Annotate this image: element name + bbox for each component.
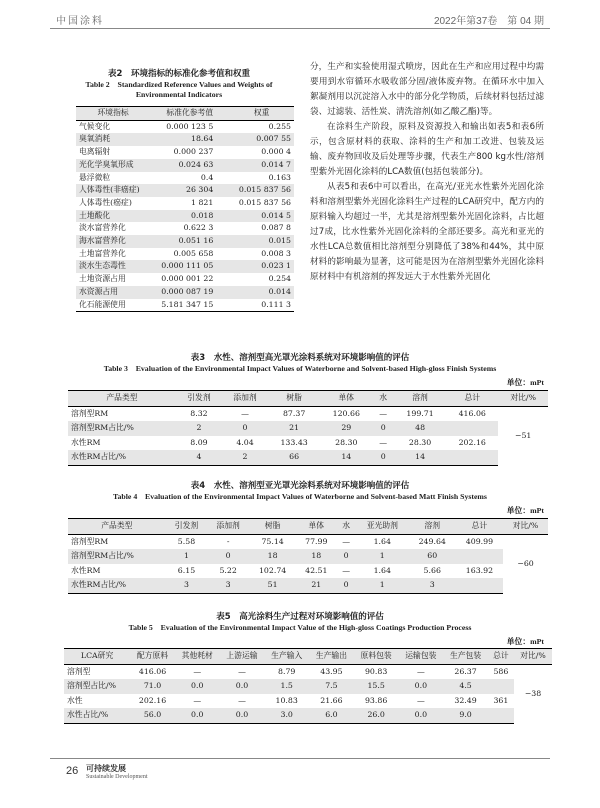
table3 <box>68 390 548 466</box>
table2-cell: 人体毒性(非癌症) <box>76 184 150 197</box>
table2-cell: 5.181 347 15 <box>150 299 229 312</box>
table2-cell: 0.000 111 05 <box>150 260 229 273</box>
table3-cell: 4 <box>176 450 222 465</box>
table5-cell: 0.0 <box>175 679 220 694</box>
table2-row <box>76 273 294 286</box>
table2-row <box>76 133 294 146</box>
table5-cell: — <box>238 666 246 676</box>
table5-row <box>64 679 552 694</box>
table5-cell: 0.0 <box>175 708 220 723</box>
table4-cell: 102.74 <box>258 565 287 575</box>
table4-ratio-cell: −60 <box>503 534 548 593</box>
table2-cell: 化石能源使用 <box>76 299 150 312</box>
table5-cell: 水性占比/% <box>64 708 130 723</box>
table2-cell: 淡水生态毒性 <box>76 260 150 273</box>
table4-cell: 75.14 <box>261 536 284 546</box>
table5-cell: 6.0 <box>309 708 354 723</box>
table5-cell: 71.0 <box>130 679 175 694</box>
table2-cell: 海水富营养化 <box>76 235 150 248</box>
table5-cell: 9.0 <box>443 708 488 723</box>
table5-cell: 10.83 <box>275 695 298 705</box>
table4-cell: 77.99 <box>305 536 328 546</box>
table4-header-cell: 树脂 <box>249 519 296 535</box>
table3-cell: 21 <box>268 421 320 436</box>
table5-cell: 586 <box>493 666 509 676</box>
table5-header-cell: 生产输入 <box>264 649 309 665</box>
table4-cell: 5.22 <box>219 565 237 575</box>
table5-cell: 32.49 <box>454 695 477 705</box>
table2-caption-zh: 表2 环境指标的标准化参考值和权重 <box>108 69 250 79</box>
table2-cell: 0.4 <box>200 172 214 182</box>
table4-cell: 18 <box>249 549 296 564</box>
table4-cell: 5.66 <box>423 565 441 575</box>
table5-cell: 8.79 <box>278 666 296 676</box>
table5-cell: 溶剂型 <box>67 666 91 676</box>
table5-cell <box>488 708 514 723</box>
table4-cell: 3 <box>166 578 208 593</box>
table3-cell: 28.30 <box>408 437 432 447</box>
table5-cell: 0.0 <box>398 679 443 694</box>
table2-row <box>76 260 294 273</box>
table2-cell: 0.255 <box>268 121 291 131</box>
table5-header-cell: 运输包装 <box>398 649 443 665</box>
table2-row <box>76 248 294 261</box>
table2-cell: 气候变化 <box>79 121 111 131</box>
table4-header-cell: 水 <box>336 519 356 535</box>
table2-cell: 0.014 <box>229 286 294 299</box>
table3-cell: — <box>241 408 249 418</box>
table5-header-cell: 配方原料 <box>130 649 175 665</box>
table2 <box>76 106 294 312</box>
table4-row <box>68 578 548 593</box>
table5-header-cell: 生产包装 <box>443 649 488 665</box>
table4-cell: 0 <box>336 578 356 593</box>
table2-cell: 光化学臭氧形成 <box>76 159 150 172</box>
table4-cell: 0 <box>207 549 249 564</box>
table4-cell: 溶剂型RM占比/% <box>68 549 166 564</box>
table5-header-cell: 生产输出 <box>309 649 354 665</box>
table4-header-cell: 总计 <box>456 519 503 535</box>
table2-caption-en-line2: Environmental Indicators <box>135 90 223 99</box>
table4-caption <box>50 480 550 502</box>
body-text <box>310 60 544 285</box>
table3-cell: 水性RM占比/% <box>68 450 176 465</box>
table2-row <box>76 159 294 172</box>
table4-header-cell: 添加剂 <box>207 519 249 535</box>
table2-cell: 0.000 001 22 <box>161 274 214 284</box>
table3-row <box>68 406 548 421</box>
table5-row <box>64 708 552 723</box>
table2-row <box>76 146 294 159</box>
page-header <box>50 12 550 29</box>
table3-cell: — <box>379 437 388 447</box>
table2-cell: 人体毒性(癌症) <box>79 197 132 207</box>
table2-header-cell: 权重 <box>229 107 294 121</box>
table5-cell: — <box>193 666 202 676</box>
table3-cell: 8.09 <box>190 437 208 447</box>
table4-header-cell: 对比/% <box>503 519 548 535</box>
table2-cell: 0.254 <box>268 274 291 284</box>
table4-row <box>68 549 548 564</box>
table5-row <box>64 664 552 679</box>
table4-cell: 溶剂型RM <box>71 536 109 546</box>
table4-cell: 6.15 <box>177 565 196 575</box>
table5-cell: 15.5 <box>354 679 399 694</box>
table3-cell: — <box>379 408 388 418</box>
table5-cell: 21.66 <box>320 695 343 705</box>
table4-cell: 1 <box>166 549 208 564</box>
table4-cell: - <box>226 536 230 546</box>
table2-row <box>76 184 294 197</box>
table4-cell: 163.92 <box>465 565 494 575</box>
issue-info: 2022年第37卷 第 04 期 <box>433 16 544 27</box>
table4-unit: 单位：mPt <box>506 506 544 515</box>
table3-cell: 120.66 <box>332 408 360 418</box>
table2-cell: 土地酸化 <box>76 210 150 223</box>
table2-cell: 0.024 63 <box>150 159 229 172</box>
table2-cell: 0.023 1 <box>229 260 294 273</box>
table3-header-cell: 引发剂 <box>176 391 222 407</box>
table5-caption <box>50 611 550 633</box>
table4-cell: 1 <box>356 578 409 593</box>
table4-header-cell: 亚光助剂 <box>356 519 409 535</box>
table4-header-cell: 单体 <box>296 519 336 535</box>
table3-cell: 0 <box>372 421 394 436</box>
table3-header-cell: 溶剂 <box>394 391 446 407</box>
table3-row <box>68 436 548 451</box>
journal-name: 中国涂料 <box>56 16 104 27</box>
table3-cell: 0 <box>372 450 394 465</box>
table4 <box>68 518 548 594</box>
table3-cell: 溶剂型RM占比/% <box>68 421 176 436</box>
table3-ratio-cell: −51 <box>498 406 548 465</box>
table2-row <box>76 222 294 235</box>
table4-cell: 0 <box>336 549 356 564</box>
table5-cell: 溶剂型占比/% <box>64 679 130 694</box>
table5-cell: 26.37 <box>454 666 477 676</box>
table2-row <box>76 197 294 210</box>
table3-cell: 66 <box>268 450 320 465</box>
table3-cell: 202.16 <box>458 437 486 447</box>
table2-caption <box>64 68 294 100</box>
table2-cell: 0.008 3 <box>261 248 291 258</box>
table5-ratio-cell: −38 <box>514 664 552 723</box>
table4-cell: 1.64 <box>373 565 391 575</box>
table2-row <box>76 172 294 185</box>
table2-cell: 0.007 55 <box>229 133 294 146</box>
table2-cell: 淡水富营养化 <box>79 223 126 233</box>
table3-cell: 2 <box>176 421 222 436</box>
table2-cell: 0.014 5 <box>229 210 294 223</box>
table2-row <box>76 120 294 133</box>
table3-cell: 133.43 <box>280 437 308 447</box>
table4-cell: 21 <box>296 578 336 593</box>
table3-cell: 29 <box>320 421 372 436</box>
table4-cell: 51 <box>249 578 296 593</box>
table5-cell: 0.0 <box>398 708 443 723</box>
table5-header-cell: LCA研究 <box>64 649 130 665</box>
table2-cell: 0.111 3 <box>229 299 294 312</box>
table5-cell: 0.0 <box>220 679 265 694</box>
table3-cell: 14 <box>394 450 446 465</box>
section-name: 可持续发展 <box>86 764 126 773</box>
table4-header-cell: 引发剂 <box>166 519 208 535</box>
table2-row <box>76 286 294 299</box>
table2-row <box>76 299 294 312</box>
table3-header-cell: 水 <box>372 391 394 407</box>
table4-cell: — <box>342 536 351 546</box>
table3-unit: 单位：mPt <box>506 378 544 387</box>
table2-caption-en-line1: Table 2 Standardized Reference Values and Weights of <box>85 80 273 89</box>
table4-header-row <box>68 519 548 535</box>
table3-cell: 416.06 <box>458 408 486 418</box>
table2-row <box>76 235 294 248</box>
table2-cell: 0.015 <box>229 235 294 248</box>
table3-cell: 87.37 <box>282 408 306 418</box>
table5-header-cell: 其他耗材 <box>175 649 220 665</box>
table5-header-cell: 对比/% <box>514 649 552 665</box>
table3-caption-en: Table 3 Evaluation of the Environmental Impact Values of Waterborne and Solvent-based High-gloss Finish Systems <box>103 364 497 373</box>
table5-cell: 水性 <box>67 695 83 705</box>
table4-row <box>68 534 548 549</box>
table2-row <box>76 210 294 223</box>
table2-cell: 1 821 <box>191 197 214 207</box>
table5-cell: — <box>416 695 425 705</box>
table5-header-cell: 上游运输 <box>220 649 265 665</box>
table3-cell: 14 <box>320 450 372 465</box>
table2-header-cell: 环境指标 <box>76 107 150 121</box>
table2-cell: 土地富营养化 <box>79 248 126 258</box>
table5-header-row <box>64 649 552 665</box>
table4-caption-en: Table 4 Evaluation of the Environmental Impact Values of Waterborne and Solvent-based Matt Finish Systems <box>113 492 487 501</box>
table3-cell: 溶剂型RM <box>71 408 109 418</box>
table4-row <box>68 564 548 579</box>
table3-caption-zh: 表3 水性、溶剂型高光罩光涂料系统对环境影响值的评估 <box>190 353 410 363</box>
table5-cell <box>488 679 514 694</box>
table2-cell: 18.64 <box>150 133 229 146</box>
table3-cell: 48 <box>394 421 446 436</box>
table3-header-row <box>68 391 548 407</box>
table5-cell: — <box>238 695 246 705</box>
table2-cell: 0.000 4 <box>261 147 291 157</box>
table2-cell: 0.000 087 19 <box>150 286 229 299</box>
table2-cell: 26 304 <box>150 184 229 197</box>
table4-caption-zh: 表4 水性、溶剂型亚光罩光涂料系统对环境影响值的评估 <box>190 481 410 491</box>
table2-cell: 0.051 16 <box>150 235 229 248</box>
table2-cell: 0.014 7 <box>229 159 294 172</box>
table5-cell: 7.5 <box>309 679 354 694</box>
table4-cell: — <box>342 565 351 575</box>
table4-cell: 409.99 <box>465 536 494 546</box>
table3-cell <box>446 421 498 436</box>
page-footer <box>50 758 550 789</box>
table5-cell: 43.95 <box>320 666 343 676</box>
table3-row <box>68 421 548 436</box>
table2-cell: 0.015 837 56 <box>238 197 291 207</box>
table4-cell: 249.64 <box>418 536 446 546</box>
table3-cell: 4.04 <box>236 437 254 447</box>
table5-cell: 361 <box>493 695 509 705</box>
table5-cell: 93.86 <box>364 695 388 705</box>
table2-cell: 0.622 3 <box>183 223 214 233</box>
table4-cell <box>456 549 503 564</box>
table4-cell: 1.64 <box>373 536 391 546</box>
table3-cell: 8.32 <box>190 408 208 418</box>
table3-cell: 水性RM <box>71 437 101 447</box>
table3-cell: 2 <box>222 450 268 465</box>
table5-cell: 202.16 <box>138 695 167 705</box>
table2-cell: 0.015 837 56 <box>229 184 294 197</box>
table2-cell: 土地资源占用 <box>79 274 126 284</box>
table2-cell: 电离辐射 <box>79 147 111 157</box>
table4-cell: 1 <box>356 549 409 564</box>
table2-cell: 水资源占用 <box>76 286 150 299</box>
table2-cell: 0.000 123 5 <box>166 121 214 131</box>
table4-header-cell: 溶剂 <box>409 519 456 535</box>
table4-cell: 60 <box>409 549 456 564</box>
table3-cell: 199.71 <box>406 408 434 418</box>
section-name-en: Sustainable Development <box>86 774 148 780</box>
table5-cell: 4.5 <box>443 679 488 694</box>
table3-cell <box>446 450 498 465</box>
table4-cell: 3 <box>207 578 249 593</box>
table5 <box>64 648 552 724</box>
paragraph-3: 从表5和表6中可以看出，在高光/亚光水性紫外光固化涂料和溶剂型紫外光固化涂料生产过程的LCA研究中，配方内的原料输入均超过一半，尤其是溶剂型紫外光固化涂料，占比超过7成，比水性紫外光固化涂料的全部还要多。高光和亚光的水性LCA总数值相比溶剂型分别降低了38%和44%，其中原材料的影响最为显著，这可能是因为在溶剂型紫外光固化涂料原材料中有机溶剂的挥发远大于水性紫外光固化 <box>310 182 544 282</box>
table3-caption <box>50 352 550 374</box>
table3-header-cell: 添加剂 <box>222 391 268 407</box>
table5-header-cell: 总计 <box>488 649 514 665</box>
table3-cell: 0 <box>222 421 268 436</box>
table5-unit: 单位：mPt <box>506 637 544 646</box>
table4-cell: 5.58 <box>177 536 196 546</box>
table4-header-cell: 产品类型 <box>68 519 166 535</box>
table5-cell: 90.83 <box>364 666 388 676</box>
table2-cell: 臭氧消耗 <box>76 133 150 146</box>
table3-header-cell: 对比/% <box>498 391 548 407</box>
table2-cell: 0.087 8 <box>261 223 291 233</box>
table4-cell: 42.51 <box>305 565 328 575</box>
paragraph-1: 分，生产和实验使用湿式喷房，因此在生产和应用过程中均需要用到水帘循环水吸收部分固/液体废弃物。在循环水中加入絮凝剂用以沉淀溶入水中的部分化学物质，后续材料包括过滤袋、过滤装、活性炭、清洗溶剂(如乙酸乙酯)等。 <box>310 62 544 117</box>
table5-caption-en: Table 5 Evaluation of the Environmental Impact Value of the High-gloss Coatings Production Process <box>128 623 472 632</box>
table5-cell: 3.0 <box>264 708 309 723</box>
table5-cell: 56.0 <box>130 708 175 723</box>
table4-cell: 水性RM占比/% <box>68 578 166 593</box>
table5-header-cell: 原料包装 <box>354 649 399 665</box>
paragraph-2: 在涂料生产阶段，原料及资源投入和输出如表5和表6所示，包含原材料的获取、涂料的生产和加工改进、包装及运输、废弃物回收及后处理等步骤，代表生产800 kg水性/溶剂型紫外光固化涂料的LCA数值(包括包装部分)。 <box>310 122 544 177</box>
table5-cell: 416.06 <box>138 666 167 676</box>
table5-cell: — <box>416 666 425 676</box>
table5-cell: 26.0 <box>354 708 399 723</box>
table3-header-cell: 总计 <box>446 391 498 407</box>
table2-cell: 0.005 658 <box>173 248 214 258</box>
table5-cell: 0.0 <box>220 708 265 723</box>
table2-cell: 0.018 <box>150 210 229 223</box>
table2-cell: 0.000 237 <box>173 147 214 157</box>
table5-cell: 1.5 <box>264 679 309 694</box>
table4-cell: 水性RM <box>71 565 101 575</box>
table3-row <box>68 450 548 465</box>
table5-caption-zh: 表5 高光涂料生产过程对环境影响值的评估 <box>216 612 384 622</box>
table5-row <box>64 694 552 709</box>
table4-cell: 3 <box>409 578 456 593</box>
page-number: 26 <box>66 765 79 777</box>
table5-cell: — <box>193 695 202 705</box>
table2-cell: 0.163 <box>268 172 291 182</box>
table3-cell: 28.30 <box>335 437 358 447</box>
table3-header-cell: 产品类型 <box>68 391 176 407</box>
table4-cell <box>456 578 503 593</box>
table2-cell: 悬浮微粒 <box>79 172 111 182</box>
table4-cell: 18 <box>296 549 336 564</box>
table2-header-cell: 标准化参考值 <box>150 107 229 121</box>
table3-header-cell: 单体 <box>320 391 372 407</box>
table3-header-cell: 树脂 <box>268 391 320 407</box>
